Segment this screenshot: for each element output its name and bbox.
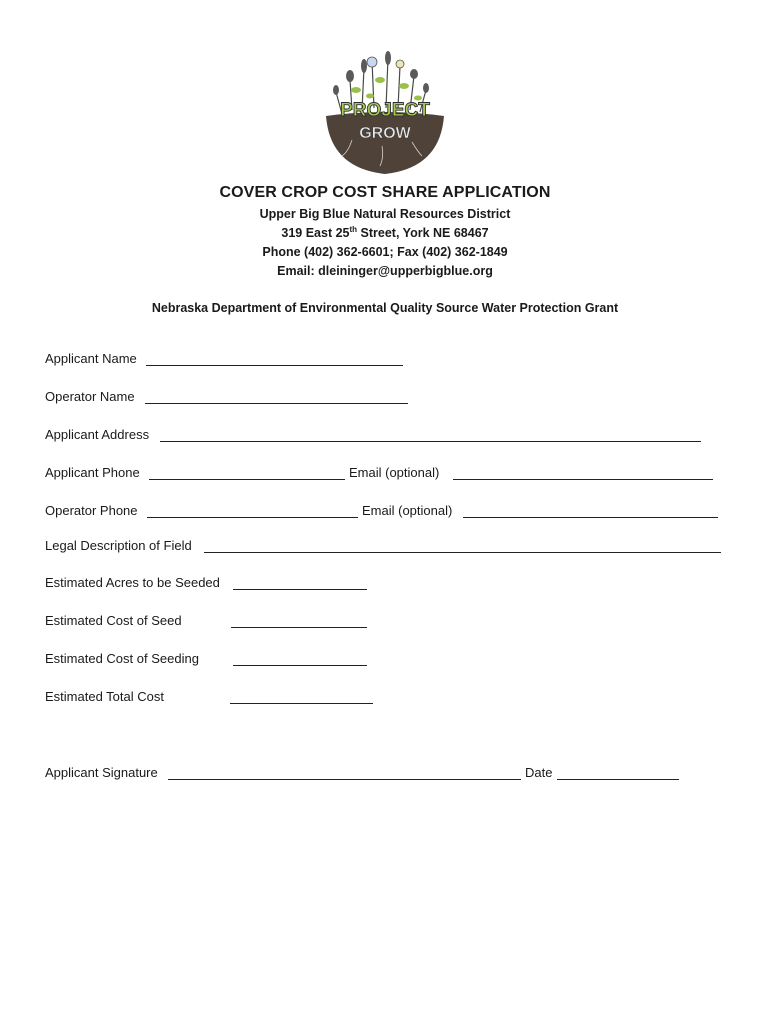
operator-name-label: Operator Name: [45, 389, 135, 404]
acres-seeded-row: [45, 575, 369, 593]
legal-description-row: [45, 538, 723, 556]
logo-text-bottom: GROW: [359, 125, 411, 142]
form-title: COVER CROP COST SHARE APPLICATION: [219, 184, 551, 201]
applicant-address-label: Applicant Address: [45, 427, 150, 442]
org-address: [0, 226, 770, 240]
address-superscript: th: [349, 224, 358, 234]
legal-description-label: Legal Description of Field: [45, 538, 192, 553]
org-name: Upper Big Blue Natural Resources District: [259, 207, 511, 221]
applicant-phone-line[interactable]: [149, 479, 345, 480]
org-email: Email: dleininger@upperbigblue.org: [277, 264, 493, 278]
operator-phone-label: Operator Phone: [45, 503, 138, 518]
total-cost-row: [45, 689, 375, 707]
total-cost-label: Estimated Total Cost: [45, 689, 164, 704]
total-cost-line[interactable]: [230, 703, 373, 704]
legal-description-line[interactable]: [204, 552, 721, 553]
operator-email-label: Email (optional): [362, 503, 453, 518]
cost-seeding-row: [45, 651, 369, 669]
date-line[interactable]: [557, 779, 679, 780]
date-label: Date: [525, 765, 553, 780]
logo-text-top: PROJECT: [340, 100, 430, 121]
grant-name: Nebraska Department of Environmental Quality Source Water Protection Grant: [151, 301, 619, 315]
cost-seeding-line[interactable]: [233, 665, 367, 666]
operator-name-row: [45, 389, 410, 407]
operator-phone-line[interactable]: [147, 517, 358, 518]
operator-phone-row: [45, 503, 720, 521]
applicant-name-label: Applicant Name: [45, 351, 137, 366]
cost-seed-line[interactable]: [231, 627, 367, 628]
signature-line[interactable]: [168, 779, 521, 780]
applicant-email-line[interactable]: [453, 479, 713, 480]
cost-seed-row: [45, 613, 369, 631]
cost-seed-label: Estimated Cost of Seed: [45, 613, 182, 628]
signature-label: Applicant Signature: [45, 765, 158, 780]
operator-name-line[interactable]: [145, 403, 408, 404]
org-phone-fax: Phone (402) 362-6601; Fax (402) 362-1849: [262, 245, 508, 259]
signature-row: [45, 765, 681, 783]
acres-seeded-label: Estimated Acres to be Seeded: [45, 575, 220, 590]
applicant-name-line[interactable]: [146, 365, 403, 366]
acres-seeded-line[interactable]: [233, 589, 367, 590]
project-grow-logo: [322, 50, 448, 178]
applicant-address-line[interactable]: [160, 441, 701, 442]
applicant-phone-label: Applicant Phone: [45, 465, 140, 480]
operator-email-line[interactable]: [463, 517, 718, 518]
applicant-name-row: [45, 351, 405, 369]
applicant-email-label: Email (optional): [349, 465, 440, 480]
address-suffix: Street, York NE 68467: [357, 226, 489, 240]
applicant-phone-row: [45, 465, 715, 483]
address-prefix: 319 East 25: [281, 226, 350, 240]
applicant-address-row: [45, 427, 703, 445]
cost-seeding-label: Estimated Cost of Seeding: [45, 651, 199, 666]
